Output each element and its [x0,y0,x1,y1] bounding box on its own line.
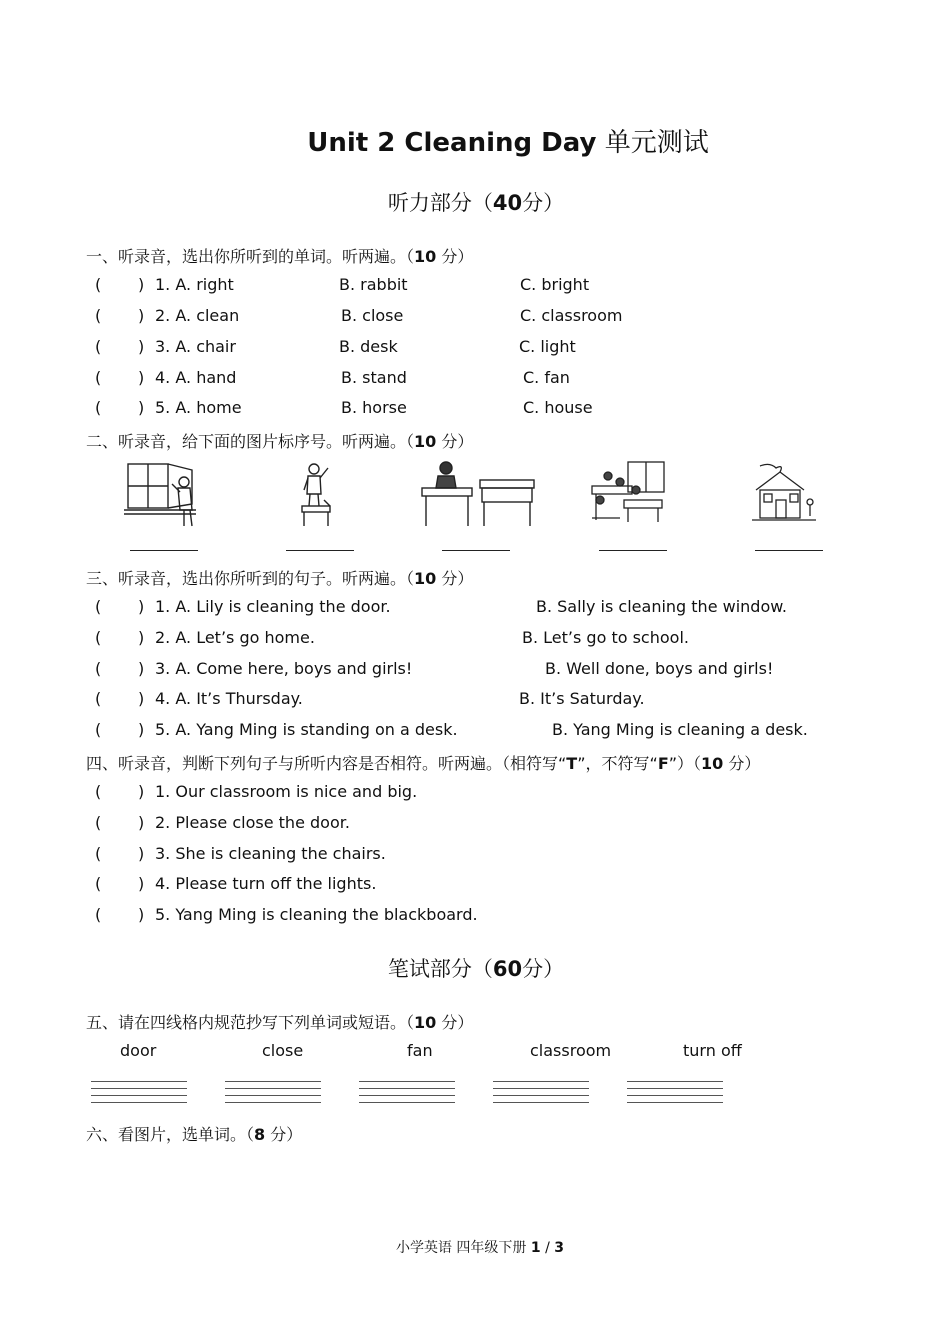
writing-part-heading: 笔试部分（60分） [387,957,565,981]
copy-word: close [262,1041,304,1060]
sentence-option-b: B. Let’s go to school. [522,628,689,647]
question-option-c: C. bright [520,275,590,294]
four-line-grid[interactable] [627,1081,723,1109]
title-chinese: 单元测试 [604,128,709,158]
question-option-a: 1. A. right [155,275,234,294]
picture-answer-blank[interactable] [130,550,198,551]
copy-word: fan [407,1041,433,1060]
title-english: Unit 2 Cleaning Day [307,128,597,158]
section3-heading: 三、听录音，选出你所听到的句子。听两遍。（10 分） [86,569,474,588]
paren-close: ) [138,720,145,739]
question-option-c: C. fan [523,368,570,387]
answer-blank[interactable]: ( [95,844,102,863]
question-option-b: B. rabbit [339,275,408,294]
sentence-option-a: 2. A. Let’s go home. [155,628,315,647]
answer-blank[interactable]: ( [95,905,102,924]
four-line-grid[interactable] [493,1081,589,1109]
sentence-option-b: B. It’s Saturday. [519,689,645,708]
answer-blank[interactable]: ( [95,813,102,832]
paren-close: ) [138,275,145,294]
picture-house [750,460,820,524]
sentence-option-b: B. Well done, boys and girls! [545,659,774,678]
answer-blank[interactable]: ( [95,720,102,739]
copy-word: turn off [683,1041,742,1060]
answer-blank[interactable]: ( [95,782,102,801]
section1-heading: 一、听录音，选出你所听到的单词。听两遍。（10 分） [86,247,474,266]
sentence-option-a: 5. A. Yang Ming is standing on a desk. [155,720,458,739]
question-option-c: C. classroom [520,306,623,325]
picture-cleaning-desks [418,458,538,530]
statement: 3. She is cleaning the chairs. [155,844,386,863]
picture-standing-on-chair [294,460,338,528]
question-option-c: C. house [523,398,593,417]
paren-close: ) [138,398,145,417]
four-line-grid[interactable] [225,1081,321,1109]
question-option-a: 4. A. hand [155,368,237,387]
paren-close: ) [138,337,145,356]
statement: 5. Yang Ming is cleaning the blackboard. [155,905,478,924]
question-option-a: 3. A. chair [155,337,236,356]
question-option-b: B. stand [341,368,407,387]
paren-close: ) [138,844,145,863]
writing-part-score: 60 [492,957,523,981]
paren-close: ) [138,874,145,893]
section4-heading: 四、听录音，判断下列句子与所听内容是否相符。听两遍。（相符写“T”，不符写“F”）（10 分） [86,754,761,773]
question-option-c: C. light [519,337,576,356]
question-option-b: B. close [341,306,404,325]
answer-blank[interactable]: ( [95,597,102,616]
paren-close: ) [138,659,145,678]
statement: 4. Please turn off the lights. [155,874,377,893]
paren-close: ) [138,368,145,387]
page-title [0,122,950,159]
sentence-option-b: B. Yang Ming is cleaning a desk. [552,720,808,739]
sentence-option-b: B. Sally is cleaning the window. [536,597,787,616]
paren-close: ) [138,597,145,616]
four-line-grid[interactable] [359,1081,455,1109]
answer-blank[interactable]: ( [95,368,102,387]
copy-word: door [120,1041,157,1060]
paren-close: ) [138,689,145,708]
answer-blank[interactable]: ( [95,628,102,647]
paren-close: ) [138,306,145,325]
picture-cleaning-window [122,460,202,528]
answer-blank[interactable]: ( [95,659,102,678]
question-option-b: B. desk [339,337,398,356]
paren-close: ) [138,813,145,832]
section2-heading: 二、听录音，给下面的图片标序号。听两遍。（10 分） [86,432,474,451]
answer-blank[interactable]: ( [95,398,102,417]
picture-answer-blank[interactable] [755,550,823,551]
four-line-grid[interactable] [91,1081,187,1109]
statement: 2. Please close the door. [155,813,350,832]
answer-blank[interactable]: ( [95,306,102,325]
answer-blank[interactable]: ( [95,337,102,356]
answer-blank[interactable]: ( [95,689,102,708]
statement: 1. Our classroom is nice and big. [155,782,418,801]
picture-answer-blank[interactable] [442,550,510,551]
page-total: 3 [554,1240,565,1256]
picture-classroom-children [588,460,668,524]
answer-blank[interactable]: ( [95,275,102,294]
question-option-a: 5. A. home [155,398,242,417]
paren-close: ) [138,782,145,801]
picture-answer-blank[interactable] [286,550,354,551]
section5-heading: 五、请在四线格内规范抄写下列单词或短语。（10 分） [86,1013,474,1032]
question-option-a: 2. A. clean [155,306,240,325]
section6-heading: 六、看图片，选单词。（8 分） [86,1125,303,1144]
page-number: 1 [530,1240,541,1256]
paren-close: ) [138,628,145,647]
paren-close: ) [138,905,145,924]
listening-part-score: 40 [492,191,523,215]
page-footer: 小学英语 四年级下册 1 / 3 [395,1240,565,1256]
sentence-option-a: 3. A. Come here, boys and girls! [155,659,413,678]
sentence-option-a: 1. A. Lily is cleaning the door. [155,597,391,616]
sentence-option-a: 4. A. It’s Thursday. [155,689,303,708]
listening-part-heading: 听力部分（40分） [387,191,565,215]
copy-word: classroom [530,1041,612,1060]
picture-answer-blank[interactable] [599,550,667,551]
question-option-b: B. horse [341,398,407,417]
answer-blank[interactable]: ( [95,874,102,893]
